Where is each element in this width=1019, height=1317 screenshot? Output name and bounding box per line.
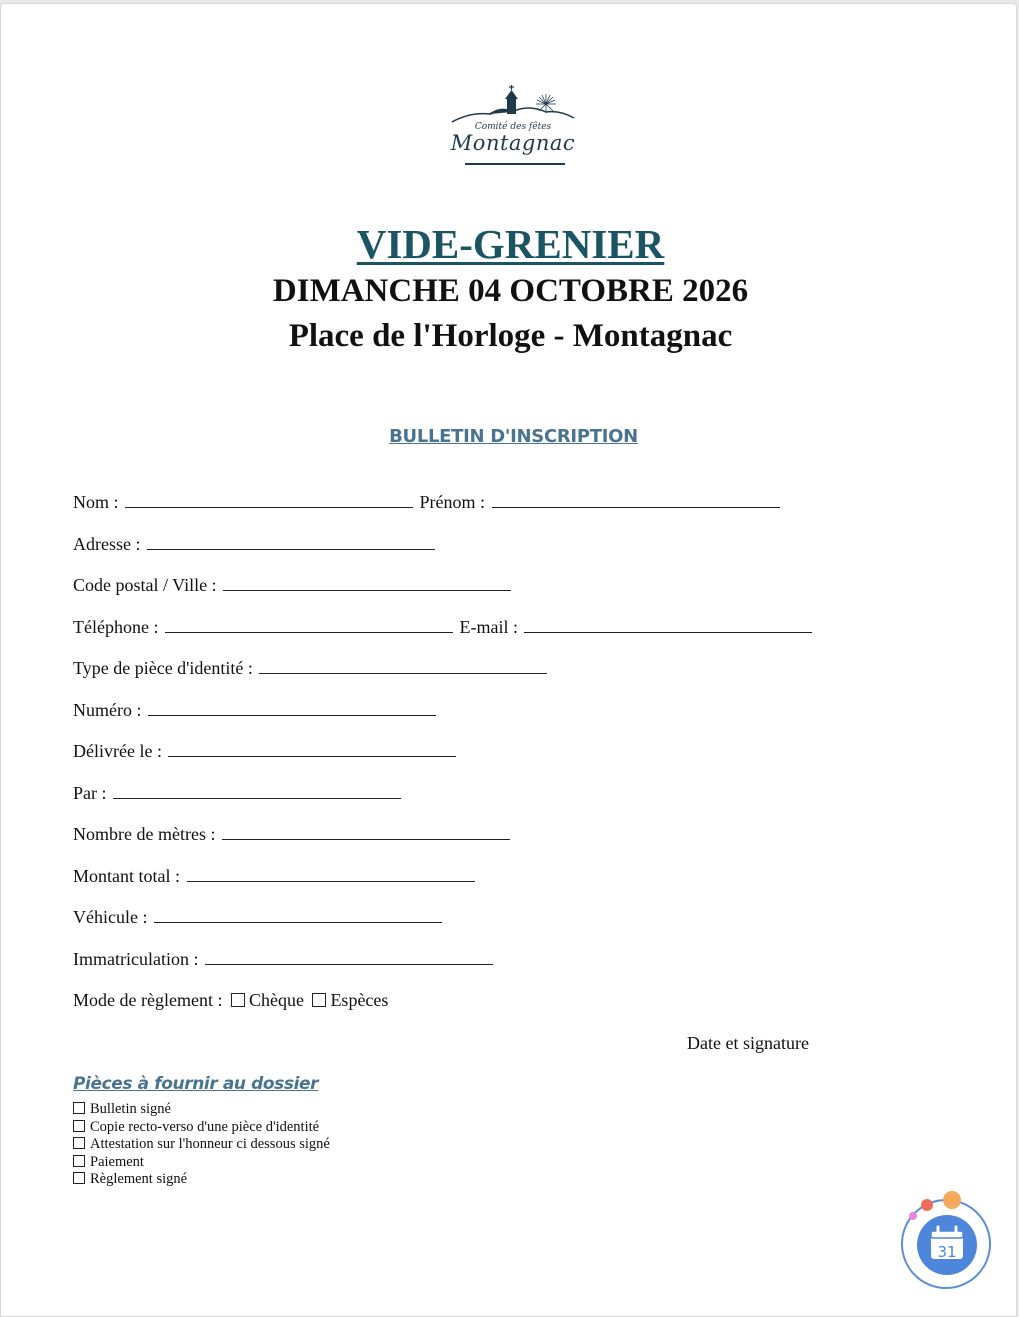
logo-big-text: Montagnac	[450, 131, 576, 155]
calendar-icon	[899, 1187, 999, 1297]
adresse-field[interactable]	[147, 535, 435, 550]
delivree-label: Délivrée le :	[73, 741, 162, 761]
row-immatriculation	[73, 949, 973, 991]
nombre-metres-field[interactable]	[222, 825, 510, 840]
nom-field[interactable]	[125, 493, 413, 508]
email-label: E-mail :	[459, 616, 518, 637]
list-item	[73, 1101, 330, 1119]
immatriculation-field[interactable]	[205, 950, 493, 965]
telephone-field[interactable]	[165, 618, 453, 633]
row-type-piece	[73, 658, 973, 700]
checkbox-icon[interactable]	[73, 1120, 85, 1132]
list-item	[73, 1171, 330, 1189]
comite-logo	[450, 84, 576, 168]
piece-label: Bulletin signé	[90, 1101, 171, 1117]
mode-reglement-label: Mode de règlement :	[73, 990, 223, 1010]
pieces-title: Pièces à fournir au dossier	[73, 1074, 319, 1094]
row-telephone-email	[73, 617, 973, 659]
row-par	[73, 783, 973, 825]
date-signature-label: Date et signature	[687, 1033, 809, 1053]
code-postal-label: Code postal / Ville :	[73, 575, 217, 595]
piece-label: Attestation sur l'honneur ci dessous signé	[90, 1136, 330, 1153]
event-title: VIDE-GRENIER	[356, 221, 665, 267]
row-nom-prenom	[73, 492, 973, 534]
form-heading: BULLETIN D'INSCRIPTION	[389, 426, 638, 447]
cheque-checkbox[interactable]	[231, 993, 245, 1007]
immatriculation-label: Immatriculation :	[73, 948, 199, 969]
document-page	[0, 3, 1017, 1317]
checkbox-icon[interactable]	[73, 1172, 85, 1184]
nombre-metres-label: Nombre de mètres :	[73, 824, 216, 844]
calendar-button[interactable]	[899, 1187, 999, 1297]
par-field[interactable]	[113, 784, 401, 799]
piece-label: Paiement	[90, 1153, 144, 1170]
pieces-list	[73, 1101, 330, 1189]
piece-label: Copie recto-verso d'une pièce d'identité	[90, 1118, 320, 1135]
montant-total-field[interactable]	[187, 867, 475, 882]
registration-form	[73, 492, 973, 1032]
montant-total-label: Montant total :	[73, 865, 180, 886]
row-code-postal	[73, 575, 973, 617]
row-numero	[73, 700, 973, 742]
type-piece-field[interactable]	[259, 659, 547, 674]
piece-label: Règlement signé	[90, 1171, 188, 1188]
delivree-field[interactable]	[168, 742, 456, 757]
calendar-day: 31	[937, 1243, 957, 1261]
numero-field[interactable]	[148, 701, 436, 716]
row-vehicule	[73, 907, 973, 949]
event-place: Place de l'Horloge - Montagnac	[288, 318, 733, 354]
row-adresse	[73, 534, 973, 576]
especes-label: Espèces	[330, 990, 389, 1010]
numero-label: Numéro :	[73, 699, 142, 720]
code-postal-field[interactable]	[223, 576, 511, 591]
adresse-label: Adresse :	[73, 533, 141, 554]
vehicule-field[interactable]	[154, 908, 442, 923]
row-mode-reglement	[73, 990, 973, 1032]
row-montant-total	[73, 866, 973, 908]
checkbox-icon[interactable]	[73, 1155, 85, 1167]
logo-small-text: Comité des fêtes	[474, 122, 552, 132]
par-label: Par :	[73, 782, 107, 803]
telephone-label: Téléphone :	[73, 616, 159, 637]
cheque-label: Chèque	[248, 990, 304, 1010]
logo-underline	[465, 163, 565, 165]
checkbox-icon[interactable]	[73, 1102, 85, 1114]
list-item	[73, 1119, 330, 1137]
list-item	[73, 1154, 330, 1172]
event-date: DIMANCHE 04 OCTOBRE 2026	[272, 273, 749, 309]
row-delivree	[73, 741, 973, 783]
especes-checkbox[interactable]	[312, 993, 326, 1007]
row-nombre-metres	[73, 824, 973, 866]
list-item	[73, 1136, 330, 1154]
type-piece-label: Type de pièce d'identité :	[73, 658, 253, 678]
vehicule-label: Véhicule :	[73, 907, 148, 927]
email-field[interactable]	[524, 618, 812, 633]
checkbox-icon[interactable]	[73, 1137, 85, 1149]
prenom-label: Prénom :	[419, 492, 486, 512]
prenom-field[interactable]	[492, 493, 780, 508]
nom-label: Nom :	[73, 492, 119, 512]
